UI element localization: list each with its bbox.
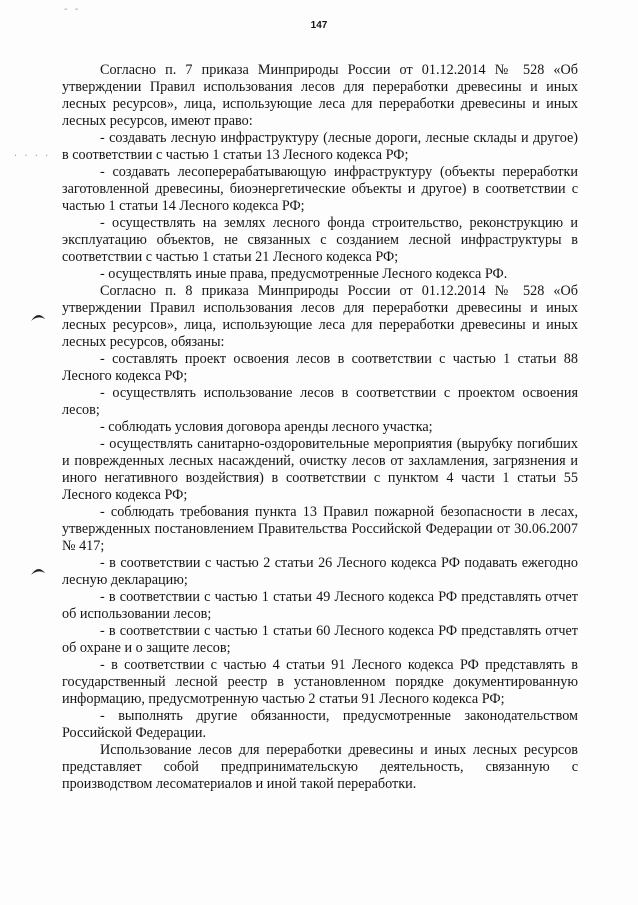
list-item-duty: - в соответствии с частью 1 статьи 60 Лесного кодекса РФ представлять отчет об охране и о защите лесов; [62,623,578,656]
list-item-right: - осуществлять иные права, предусмотренные Лесного кодекса РФ. [100,266,508,282]
list-item-right: - создавать лесную инфраструктуру (лесные дороги, лесные склады и другое) в соответствии с частью 1 статьи 13 Лесного кодекса РФ; [62,130,578,163]
list-item-duty: - соблюдать условия договора аренды лесного участка; [100,419,433,435]
document-body [62,62,578,793]
page-number: 147 [310,20,328,31]
paragraph-intro-rights: Согласно п. 7 приказа Минприроды России от 01.12.2014 № 528 «Об утверждении Правил использования лесов для переработки древесины и иных лесных ресурсов», лица, использующие леса для переработки древесины и иных лесных ресурсов, имеют право: [62,62,578,129]
list-item-duty: - осуществлять санитарно-оздоровительные мероприятия (вырубку погибших и поврежденных лесных насаждений, очистку лесов от захламления, загрязнения и иного негативного воздействия) в соответствии с пунктом 4 части 1 статьи 55 Лесного кодекса РФ; [62,436,578,503]
scan-dots-left: . . . . [14,148,51,159]
list-item-duty: - в соответствии с частью 4 статьи 91 Лесного кодекса РФ представлять в государственный лесной реестр в установленном порядке документированную информацию, предусмотренную частью 2 статьи 91 Лесного кодекса РФ; [62,657,578,707]
list-item-right: - создавать лесоперерабатывающую инфраструктуру (объекты переработки заготовленной древесины, биоэнергетические объекты и другое) в соответствии с частью 1 статьи 14 Лесного кодекса РФ; [62,164,578,214]
list-item-duty: - составлять проект освоения лесов в соответствии с частью 1 статьи 88 Лесного кодекса РФ; [62,351,578,384]
binding-hole-mark-icon [30,566,46,576]
paragraph-conclusion: Использование лесов для переработки древесины и иных лесных ресурсов представляет собой предпринимательскую деятельность, связанную с производством лесоматериалов и иной такой переработки. [62,742,578,792]
list-item-duty: - в соответствии с частью 1 статьи 49 Лесного кодекса РФ представлять отчет об использовании лесов; [62,589,578,622]
paragraph-intro-duties: Согласно п. 8 приказа Минприроды России от 01.12.2014 № 528 «Об утверждении Правил использования лесов для переработки древесины и иных лесных ресурсов», лица, использующие леса для переработки древесины и иных лесных ресурсов, обязаны: [62,283,578,350]
list-item-duty: - осуществлять использование лесов в соответствии с проектом освоения лесов; [62,385,578,418]
scan-dots-top: - - [64,4,81,15]
list-item-duty: - соблюдать требования пункта 13 Правил пожарной безопасности в лесах, утвержденных постановлением Правительства Российской Федерации от 30.06.2007 № 417; [62,504,578,554]
list-item-duty: - в соответствии с частью 2 статьи 26 Лесного кодекса РФ подавать ежегодно лесную декларацию; [62,555,578,588]
list-item-right: - осуществлять на землях лесного фонда строительство, реконструкцию и эксплуатацию объектов, не связанных с созданием лесной инфраструктуры в соответствии с частью 1 статьи 21 Лесного кодекса РФ; [62,215,578,265]
binding-hole-mark-icon [30,312,46,322]
list-item-duty: - выполнять другие обязанности, предусмотренные законодательством Российской Федерации. [62,708,578,741]
